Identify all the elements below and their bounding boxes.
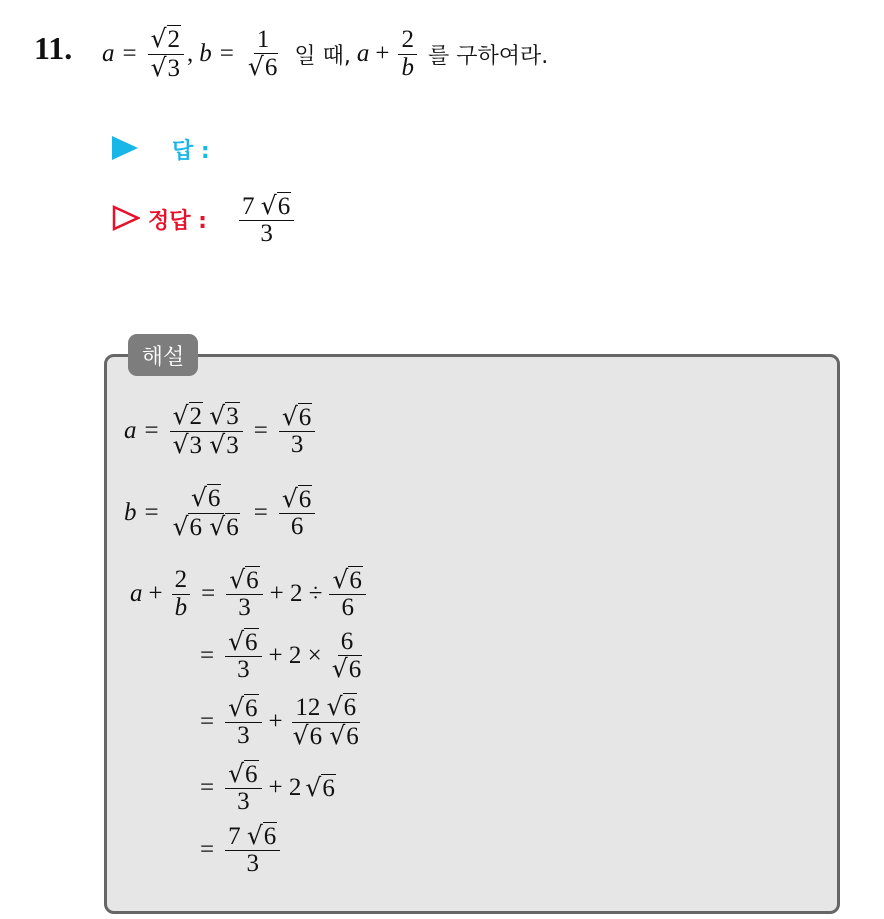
- solution-line-1: a = $\frac{√2 √3}{√3 √3}$ = $\frac{√6}{3}$: [124, 396, 318, 466]
- solution-line-4: = $\frac{√6}{3}$ + 2 × $\frac{6}{√6}$: [200, 626, 362, 683]
- solution-line-3: a + $\frac{2}{b}$ = $\frac{√6}{3}$ + 2 ÷ $\frac{√6}{6}$: [130, 562, 369, 626]
- equals-sign: =: [122, 40, 137, 67]
- correct-answer-value: $\frac{7 √6}{3}$: [236, 184, 297, 256]
- var-a: a: [102, 40, 115, 67]
- question-statement: a = $\frac{√2}{√3}$ , b = $\frac{1}{√6}$ 일 때, a + $\frac{2}{b}$ 를 구하여라.: [102, 24, 549, 82]
- answer-label: 답 :: [172, 139, 210, 164]
- solution-line-5: = $\frac{√6}{3}$ + $\frac{12 √6}{√6 √6}$: [200, 692, 359, 750]
- question-text-ask: 를 구하여라.: [427, 43, 549, 69]
- solution-tag: 해설: [128, 334, 198, 376]
- fraction-2-over-b: $\frac{2}{b}$: [398, 27, 417, 81]
- var-b: b: [199, 40, 212, 67]
- solid-triangle-icon: [112, 136, 138, 160]
- question-number: 11.: [34, 30, 73, 66]
- outline-triangle-icon: [112, 205, 140, 231]
- correct-answer-label: 정답 :: [148, 209, 207, 234]
- solution-line-6: = $\frac{√6}{3}$ + 2 √6: [200, 758, 335, 815]
- solution-line-2: b = $\frac{√6}{√6 √6}$ = $\frac{√6}{6}$: [124, 478, 318, 548]
- solution-line-7: = $\frac{7 √6}{3}$: [200, 818, 283, 882]
- fraction-a: $\frac{√2}{√3}$: [148, 26, 184, 82]
- fraction-b: $\frac{1}{√6}$: [247, 25, 278, 81]
- question-text-when: 일 때,: [294, 43, 351, 69]
